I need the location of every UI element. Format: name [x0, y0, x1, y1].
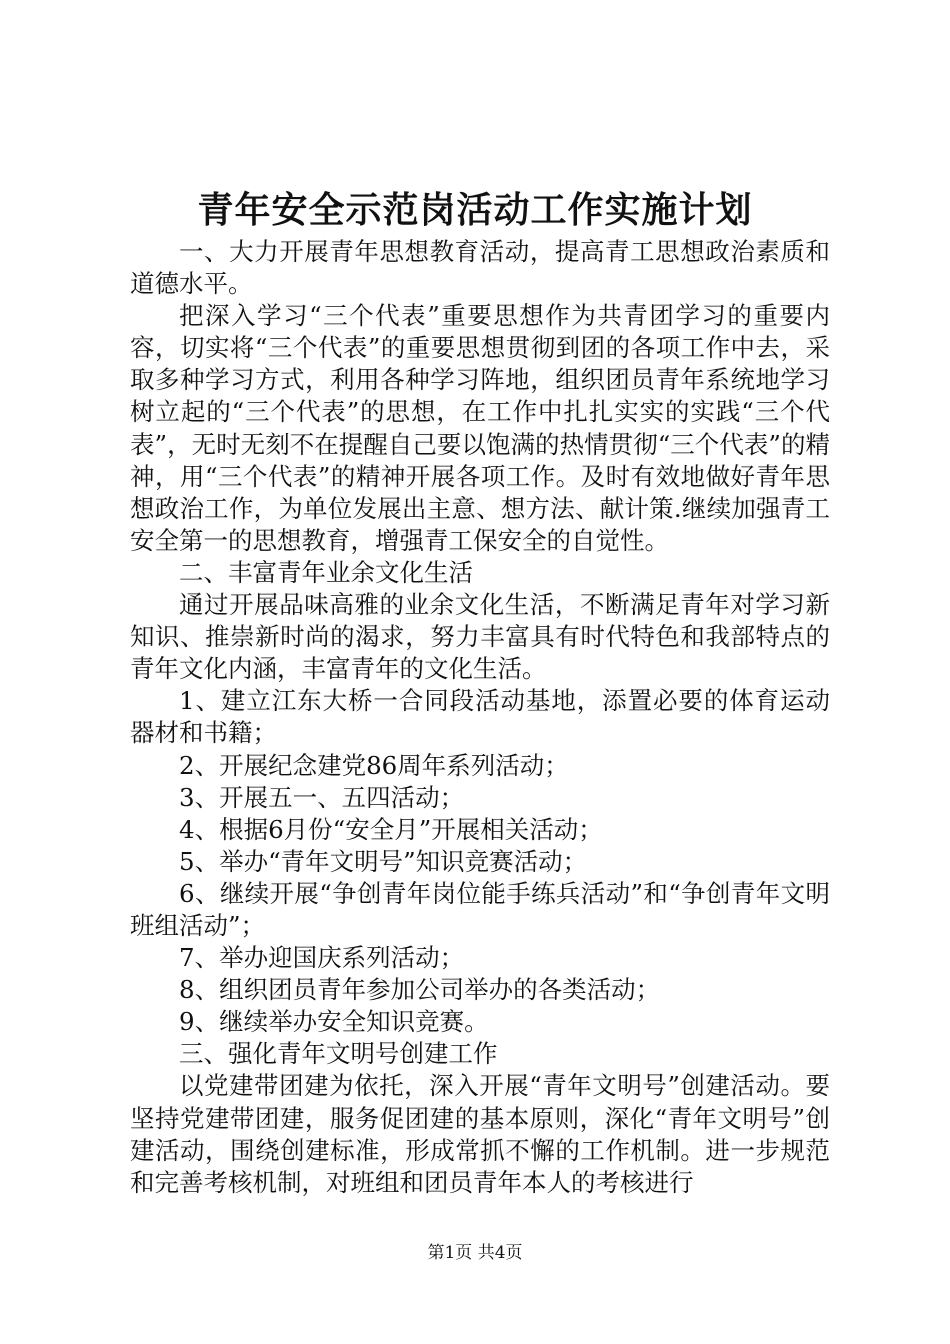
list-item-1: 1、建立江东大桥一合同段活动基地，添置必要的体育运动器材和书籍；	[130, 686, 830, 748]
list-item-6: 6、继续开展“争创青年岗位能手练兵活动”和“争创青年文明班组活动”；	[130, 878, 830, 940]
list-item-8: 8、组织团员青年参加公司举办的各类活动；	[179, 975, 661, 1005]
paragraph-section-2-body: 通过开展品味高雅的业余文化生活，不断满足青年对学习新知识、推崇新时尚的渴求，努力丰富具有时代特色和我部特点的青年文化内涵，丰富青年的文化生活。	[130, 590, 830, 684]
paragraph-section-1-heading: 一、大力开展青年思想教育活动，提高青工思想政治素质和道德水平。	[130, 237, 830, 299]
document-title: 青年安全示范岗活动工作实施计划	[197, 189, 753, 231]
list-item-3: 3、开展五一、五四活动；	[179, 782, 465, 812]
paragraph-section-1-body: 把深入学习“三个代表”重要思想作为共青团学习的重要内容，切实将“三个代表”的重要思想贯彻到团的各项工作中去，采取多种学习方式，利用各种学习阵地，组织团员青年系统地学习树立起的“三个代表”的思想，在工作中扎扎实实的实践“三个代表”，无时无刻不在提醒自己要以饱满的热情贯彻“三个代表”的精神，用“三个代表”的精神开展各项工作。及时有效地做好青年思想政治工作，为单位发展出主意、想方法、献计策.继续加强青工安全第一的思想教育，增强青工保安全的自觉性。	[130, 301, 830, 555]
list-item-4: 4、根据6月份“安全月”开展相关活动；	[179, 814, 603, 844]
document-body	[130, 236, 830, 1199]
list-item-2: 2、开展纪念建党86周年系列活动；	[179, 750, 569, 780]
paragraph-section-3-body: 以党建带团建为依托，深入开展“青年文明号”创建活动。要坚持党建带团建，服务促团建的基本原则，深化“青年文明号”创建活动，围绕创建标准，形成常抓不懈的工作机制。进一步规范和完善考核机制，对班组和团员青年本人的考核进行	[130, 1071, 830, 1197]
page-number-footer: 第1页 共4页	[427, 1243, 523, 1263]
paragraph-section-3-heading: 三、强化青年文明号创建工作	[179, 1039, 498, 1069]
list-item-5: 5、举办“青年文明号”知识竞赛活动；	[179, 846, 588, 876]
list-item-9: 9、继续举办安全知识竞赛。	[179, 1007, 489, 1037]
list-item-7: 7、举办迎国庆系列活动；	[179, 943, 465, 973]
paragraph-section-2-heading: 二、丰富青年业余文化生活	[179, 557, 473, 587]
